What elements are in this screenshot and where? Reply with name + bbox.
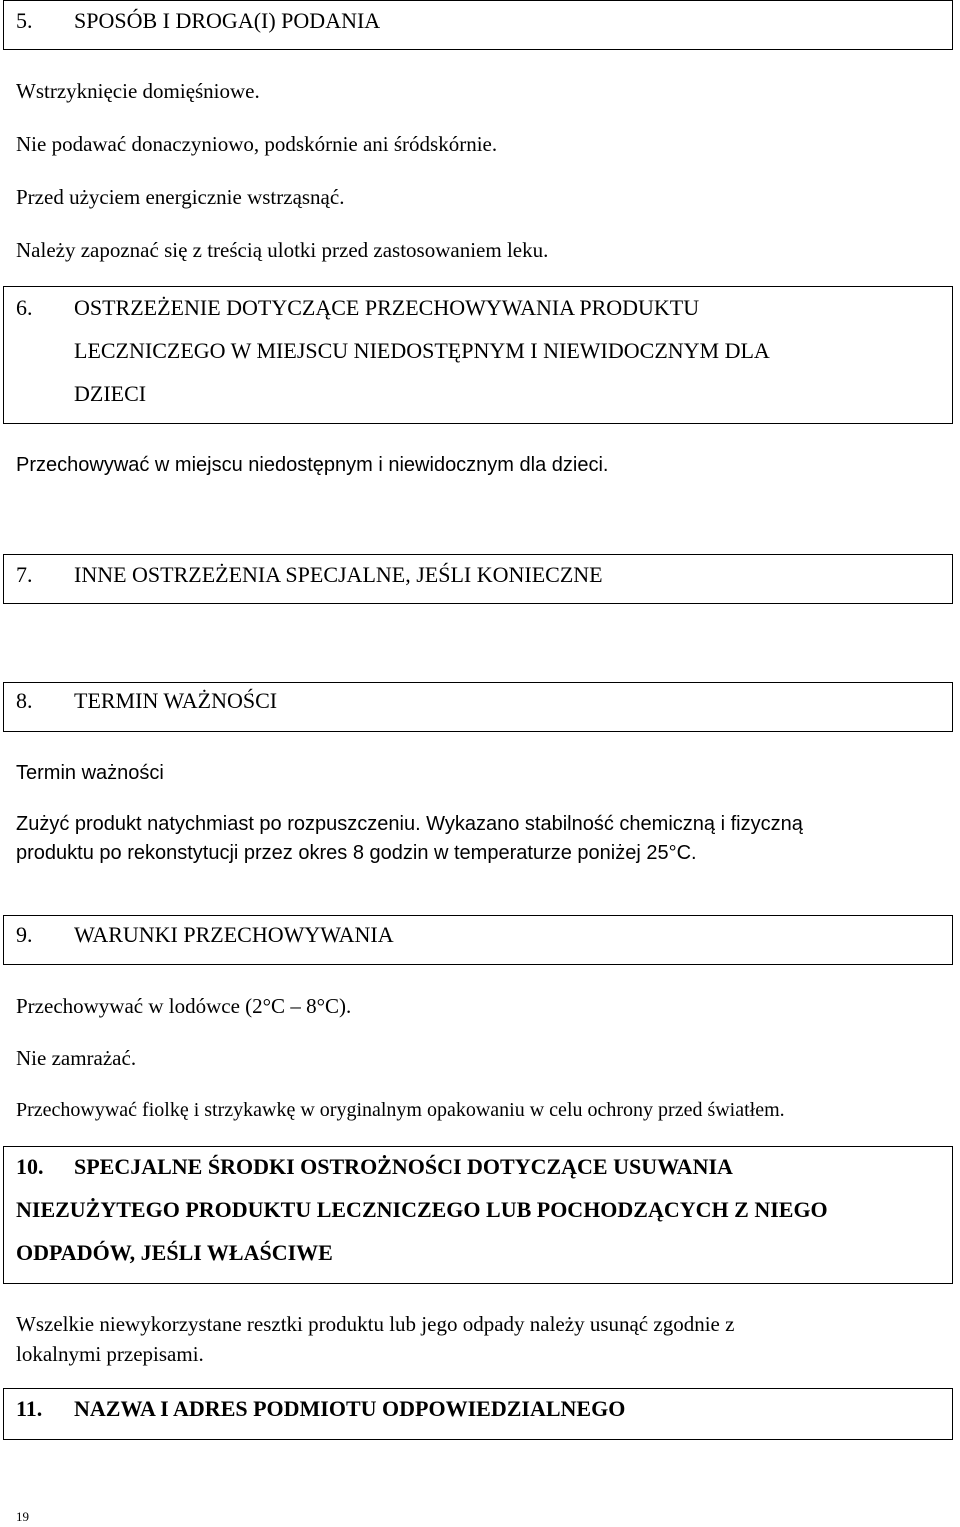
section-8-title: TERMIN WAŻNOŚCI	[74, 688, 278, 713]
section-5-line-4: Należy zapoznać się z treścią ulotki przed zastosowaniem leku.	[16, 238, 549, 262]
section-10-line-2: lokalnymi przepisami.	[16, 1342, 204, 1366]
section-10-title-line-2: NIEZUŻYTEGO PRODUKTU LECZNICZEGO LUB POCHODZĄCYCH Z NIEGO	[16, 1197, 828, 1222]
section-5-line-3: Przed użyciem energicznie wstrząsnąć.	[16, 185, 345, 209]
section-9-line-2: Nie zamrażać.	[16, 1046, 137, 1070]
section-6-title-line-2: LECZNICZEGO W MIEJSCU NIEDOSTĘPNYM I NIEWIDOCZNYM DLA	[74, 338, 770, 363]
section-5-line-1: Wstrzyknięcie domięśniowe.	[16, 79, 260, 103]
section-6-number: 6.	[16, 295, 33, 320]
section-9-number: 9.	[16, 922, 33, 947]
section-8-number: 8.	[16, 688, 33, 713]
section-5-title: SPOSÓB I DROGA(I) PODANIA	[74, 8, 381, 33]
section-6-title-line-3: DZIECI	[74, 381, 147, 406]
section-6-title-line-1: OSTRZEŻENIE DOTYCZĄCE PRZECHOWYWANIA PRODUKTU	[74, 295, 700, 320]
section-5-line-2: Nie podawać donaczyniowo, podskórnie ani śródskórnie.	[16, 132, 498, 156]
section-11-number: 11.	[16, 1396, 43, 1421]
section-7-number: 7.	[16, 562, 33, 587]
section-8-line-1: Zużyć produkt natychmiast po rozpuszczeniu. Wykazano stabilność chemiczną i fizyczną	[16, 813, 803, 835]
section-10-title-line-1: SPECJALNE ŚRODKI OSTROŻNOŚCI DOTYCZĄCE USUWANIA	[74, 1154, 733, 1179]
section-9-line-1: Przechowywać w lodówce (2°C – 8°C).	[16, 994, 352, 1018]
section-9-line-3: Przechowywać fiolkę i strzykawkę w oryginalnym opakowaniu w celu ochrony przed światłem.	[16, 1099, 785, 1121]
page-number: 19	[16, 1509, 29, 1524]
section-8-label: Termin ważności	[16, 762, 164, 784]
section-8-line-2: produktu po rekonstytucji przez okres 8 godzin w temperaturze poniżej 25°C.	[16, 842, 697, 864]
section-5-number: 5.	[16, 8, 33, 33]
section-10-number: 10.	[16, 1154, 44, 1179]
section-10-line-1: Wszelkie niewykorzystane resztki produktu lub jego odpady należy usunąć zgodnie z	[16, 1312, 735, 1336]
section-9-title: WARUNKI PRZECHOWYWANIA	[74, 922, 394, 947]
section-10-title-line-3: ODPADÓW, JEŚLI WŁAŚCIWE	[16, 1240, 333, 1265]
section-6-text: Przechowywać w miejscu niedostępnym i niewidocznym dla dzieci.	[16, 454, 609, 476]
section-7-title: INNE OSTRZEŻENIA SPECJALNE, JEŚLI KONIECZNE	[74, 562, 603, 587]
section-11-title: NAZWA I ADRES PODMIOTU ODPOWIEDZIALNEGO	[74, 1396, 626, 1421]
